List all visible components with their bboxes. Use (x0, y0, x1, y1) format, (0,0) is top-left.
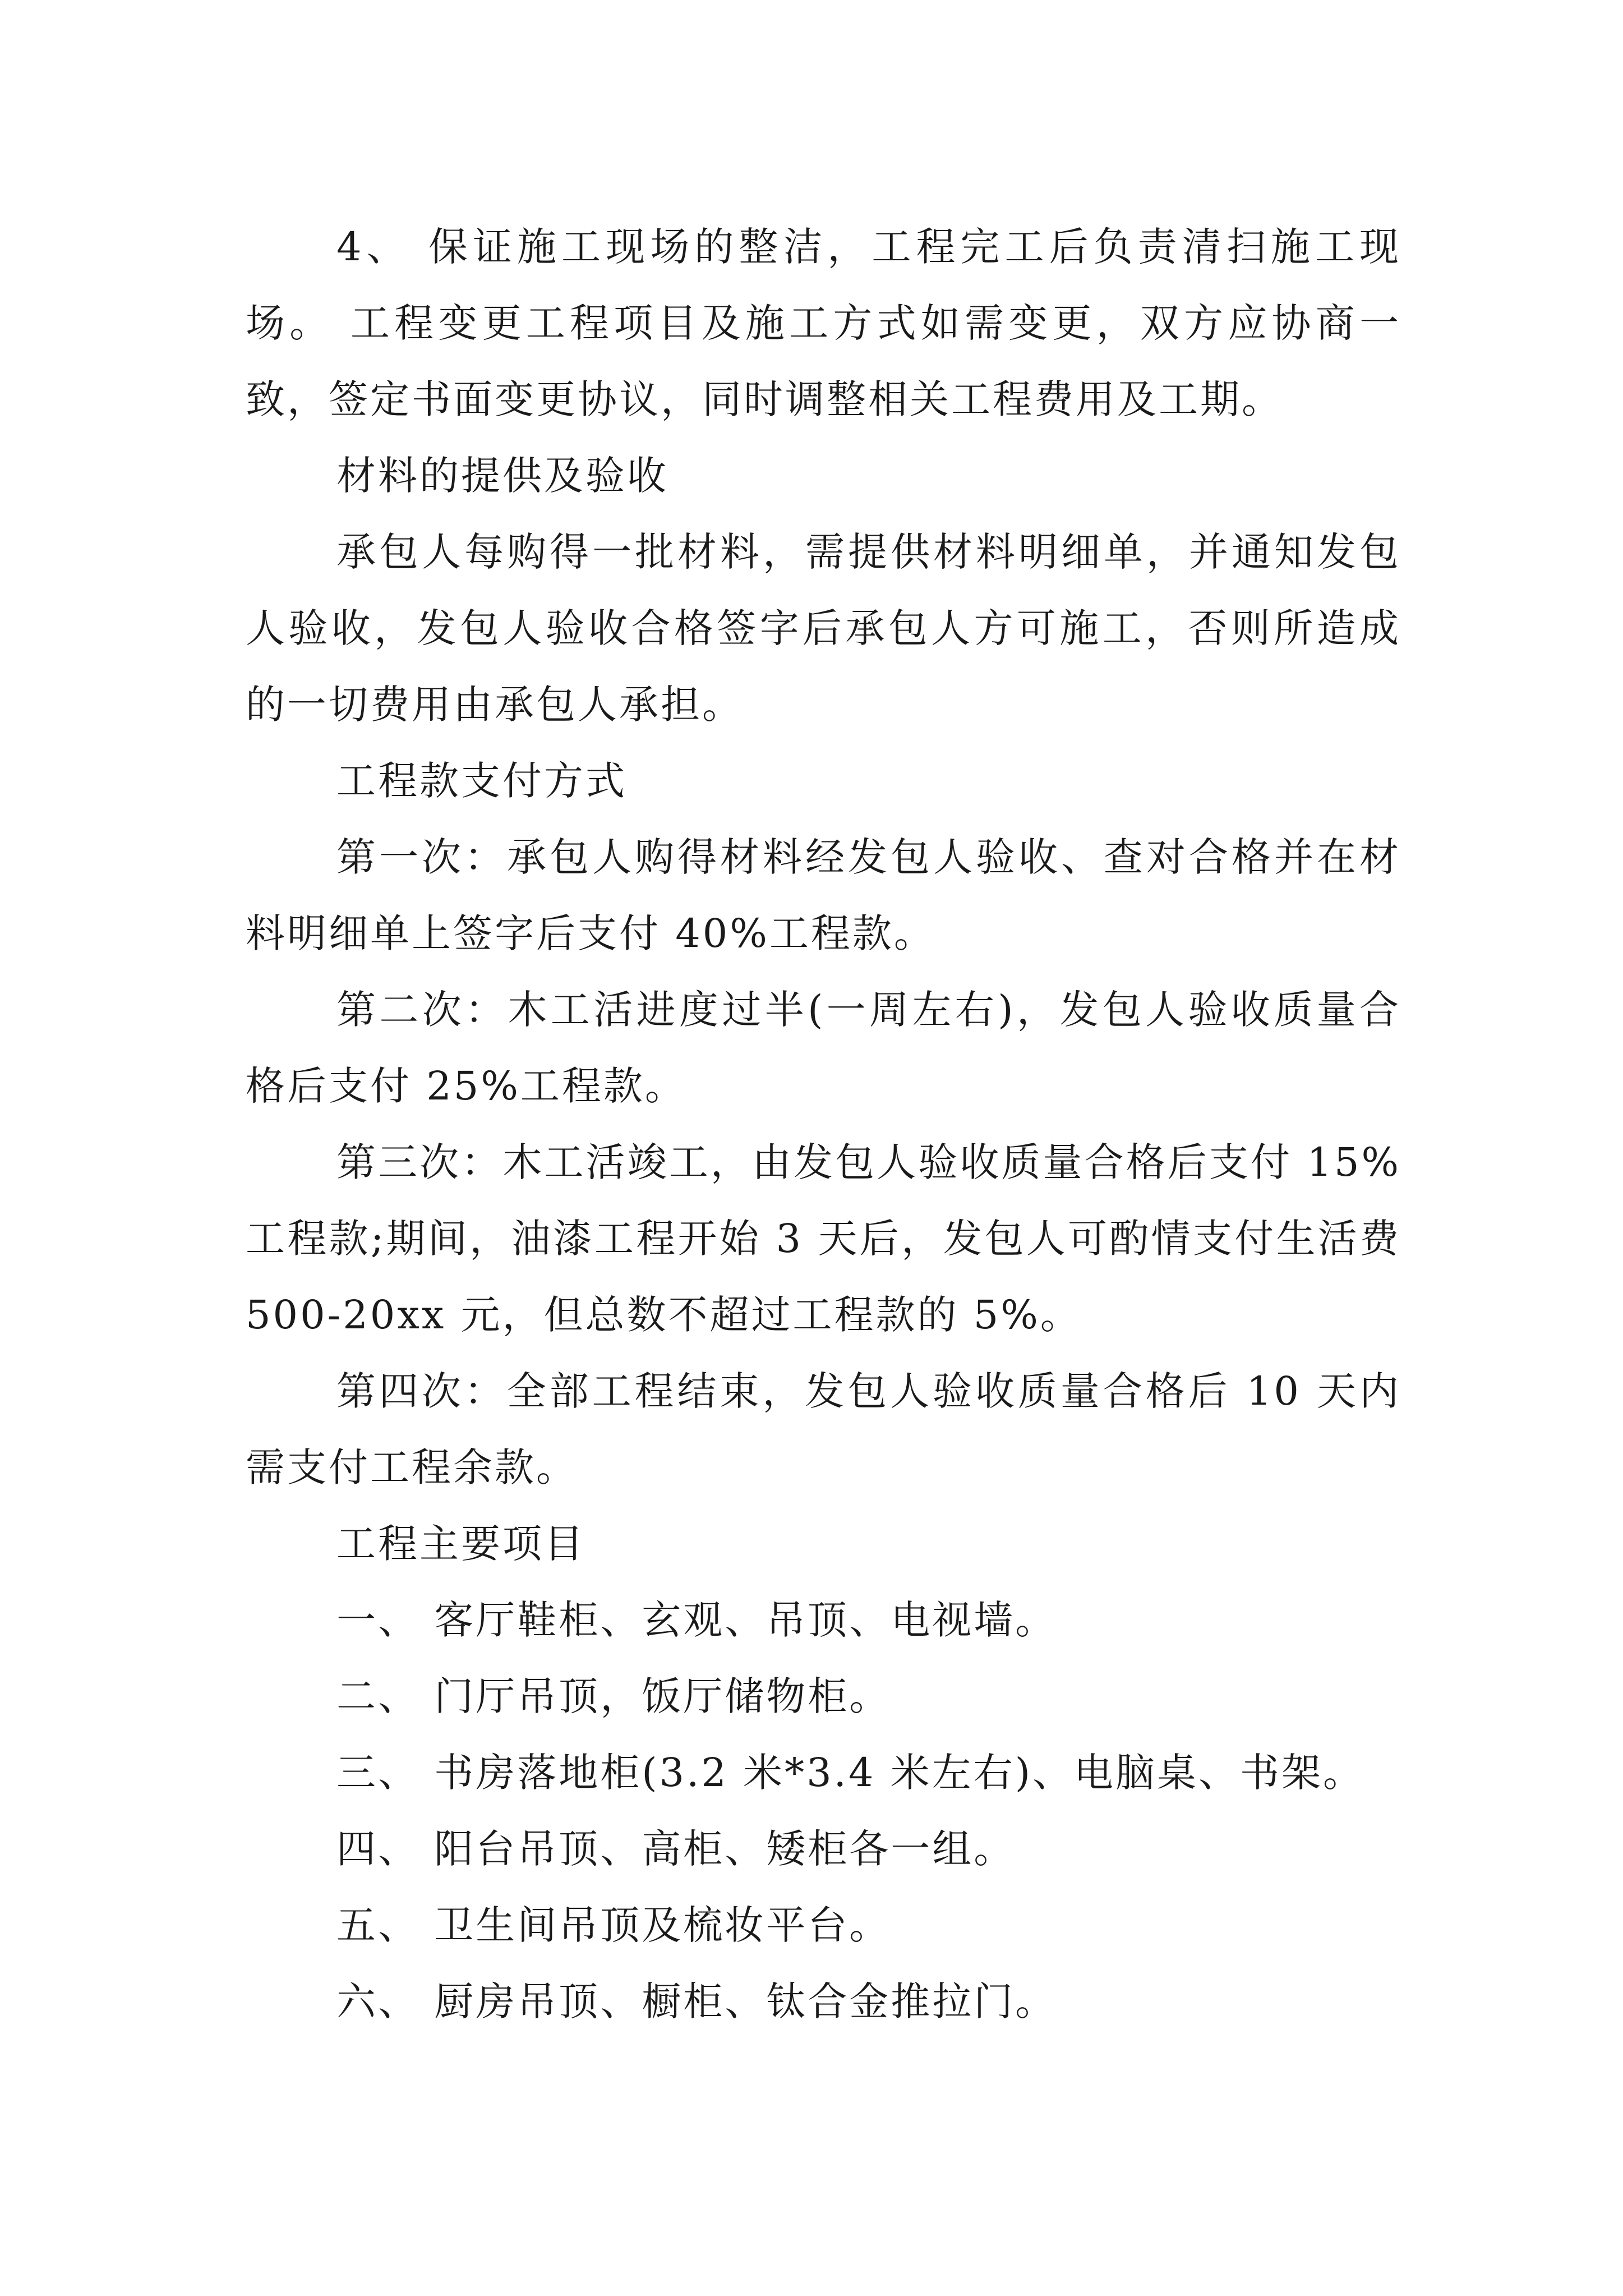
materials-paragraph: 承包人每购得一批材料，需提供材料明细单，并通知发包人验收，发包人验收合格签字后承包人方可施工，否则所造成的一切费用由承包人承担。 (246, 529, 1401, 728)
payment-fourth-paragraph: 第四次：全部工程结束，发包人验收质量合格后 10 天内需支付工程余款。 (246, 1368, 1401, 1490)
clause-4-paragraph: 4、 保证施工现场的整洁，工程完工后负责清扫施工现场。 工程变更工程项目及施工方式如需变更，双方应协商一致，签定书面变更协议，同时调整相关工程费用及工期。 (246, 224, 1401, 422)
document-body (246, 209, 1401, 2040)
main-item-1: 一、 客厅鞋柜、玄观、吊顶、电视墙。 (336, 1597, 1057, 1643)
main-item-6: 六、 厨房吊顶、橱柜、钛合金推拉门。 (336, 1978, 1057, 2024)
payment-second-paragraph: 第二次：木工活进度过半(一周左右)，发包人验收质量合格后支付 25%工程款。 (246, 987, 1401, 1109)
payment-heading: 工程款支付方式 (336, 758, 627, 804)
payment-first-paragraph: 第一次：承包人购得材料经发包人验收、查对合格并在材料明细单上签字后支付 40%工程款。 (246, 834, 1401, 956)
payment-third-paragraph: 第三次：木工活竣工，由发包人验收质量合格后支付 15%工程款;期间，油漆工程开始 3 天后，发包人可酌情支付生活费 500-20xx 元，但总数不超过工程款的 5%。 (246, 1139, 1401, 1338)
materials-heading: 材料的提供及验收 (336, 453, 668, 499)
main-item-4: 四、 阳台吊顶、高柜、矮柜各一组。 (336, 1826, 1016, 1872)
main-items-heading: 工程主要项目 (336, 1521, 585, 1567)
main-item-5: 五、 卫生间吊顶及梳妆平台。 (336, 1902, 891, 1948)
main-item-3: 三、 书房落地柜(3.2 米*3.4 米左右)、电脑桌、书架。 (336, 1750, 1365, 1796)
main-item-2: 二、 门厅吊顶，饭厅储物柜。 (336, 1673, 891, 1719)
